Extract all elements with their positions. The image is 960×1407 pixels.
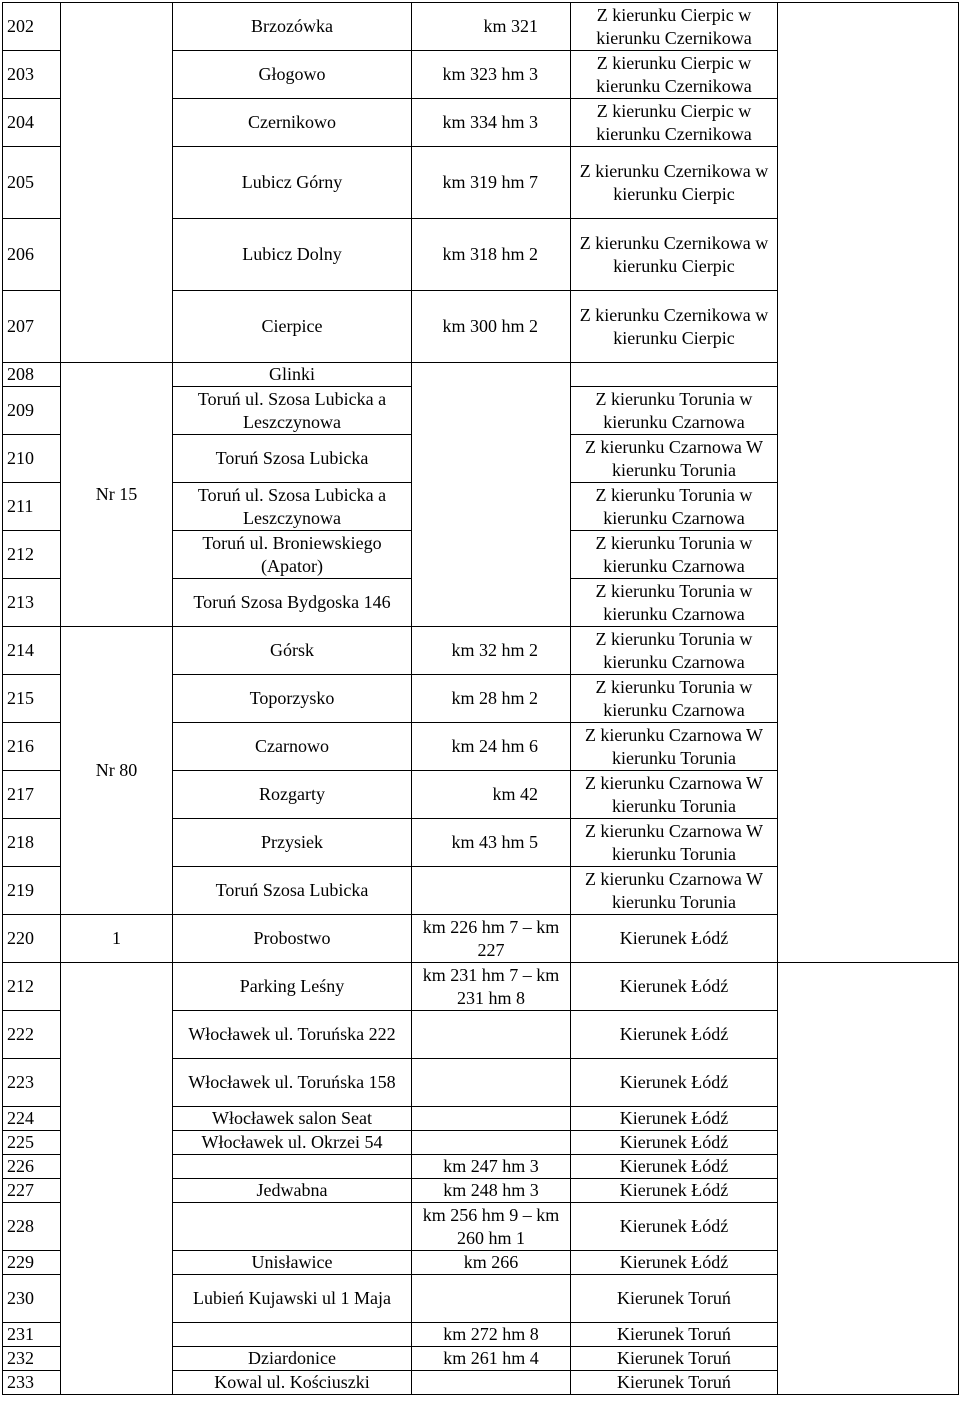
direction-cell: Kierunek Łódź <box>571 963 778 1011</box>
table-row <box>3 963 959 1011</box>
direction-cell: Kierunek Toruń <box>571 1347 778 1371</box>
place-cell: Dziardonice <box>173 1347 412 1371</box>
km-cell: km 261 hm 4 <box>412 1347 571 1371</box>
km-cell: km 247 hm 3 <box>412 1155 571 1179</box>
place-cell: Lubień Kujawski ul 1 Maja <box>173 1275 412 1323</box>
place-cell: Górsk <box>173 627 412 675</box>
locations-table <box>2 2 959 1395</box>
place-cell: Włocławek salon Seat <box>173 1107 412 1131</box>
km-cell: km 248 hm 3 <box>412 1179 571 1203</box>
direction-cell: Kierunek Łódź <box>571 1131 778 1155</box>
row-number: 211 <box>3 483 61 531</box>
place-cell: Glinki <box>173 363 412 387</box>
direction-cell: Z kierunku Torunia w kierunku Czarnowa <box>571 387 778 435</box>
direction-cell: Z kierunku Czarnowa W kierunku Torunia <box>571 819 778 867</box>
place-cell: Włocławek ul. Okrzei 54 <box>173 1131 412 1155</box>
direction-cell: Z kierunku Cierpic w kierunku Czernikowa <box>571 3 778 51</box>
direction-cell: Z kierunku Cierpic w kierunku Czernikowa <box>571 99 778 147</box>
km-cell <box>412 363 571 627</box>
direction-cell: Kierunek Łódź <box>571 1155 778 1179</box>
direction-cell: Z kierunku Torunia w kierunku Czarnowa <box>571 675 778 723</box>
km-cell <box>412 1371 571 1395</box>
direction-cell: Z kierunku Czarnowa W kierunku Torunia <box>571 435 778 483</box>
row-number: 202 <box>3 3 61 51</box>
row-number: 213 <box>3 579 61 627</box>
direction-cell: Z kierunku Czernikowa w kierunku Cierpic <box>571 147 778 219</box>
place-cell <box>173 1203 412 1251</box>
row-number: 228 <box>3 1203 61 1251</box>
direction-cell: Kierunek Łódź <box>571 1179 778 1203</box>
km-cell: km 226 hm 7 – km 227 <box>412 915 571 963</box>
place-cell: Kowal ul. Kościuszki <box>173 1371 412 1395</box>
row-number: 204 <box>3 99 61 147</box>
row-number: 223 <box>3 1059 61 1107</box>
place-cell: Czarnowo <box>173 723 412 771</box>
place-cell: Jedwabna <box>173 1179 412 1203</box>
row-number: 230 <box>3 1275 61 1323</box>
row-number: 222 <box>3 1011 61 1059</box>
place-cell: Cierpice <box>173 291 412 363</box>
unit-cell <box>778 963 959 1395</box>
row-number: 225 <box>3 1131 61 1155</box>
row-number: 210 <box>3 435 61 483</box>
direction-cell: Z kierunku Czarnowa W kierunku Torunia <box>571 771 778 819</box>
row-number: 216 <box>3 723 61 771</box>
km-cell: km 24 hm 6 <box>412 723 571 771</box>
place-cell: Toruń ul. Szosa Lubicka a Leszczynowa <box>173 483 412 531</box>
direction-cell: Kierunek Toruń <box>571 1323 778 1347</box>
direction-cell: Kierunek Toruń <box>571 1371 778 1395</box>
row-number: 227 <box>3 1179 61 1203</box>
place-cell: Toruń ul. Szosa Lubicka a Leszczynowa <box>173 387 412 435</box>
km-cell: km 32 hm 2 <box>412 627 571 675</box>
direction-cell: Kierunek Łódź <box>571 915 778 963</box>
row-number: 232 <box>3 1347 61 1371</box>
km-cell <box>412 1275 571 1323</box>
km-cell: km 318 hm 2 <box>412 219 571 291</box>
row-number: 209 <box>3 387 61 435</box>
row-number: 215 <box>3 675 61 723</box>
km-cell: km 321 <box>412 3 571 51</box>
km-cell: km 300 hm 2 <box>412 291 571 363</box>
place-cell: Probostwo <box>173 915 412 963</box>
row-number: 217 <box>3 771 61 819</box>
row-number: 203 <box>3 51 61 99</box>
row-number: 212 <box>3 531 61 579</box>
place-cell: Unisławice <box>173 1251 412 1275</box>
place-cell: Toruń Szosa Bydgoska 146 <box>173 579 412 627</box>
km-cell <box>412 1011 571 1059</box>
direction-cell: Kierunek Łódź <box>571 1059 778 1107</box>
place-cell: Czernikowo <box>173 99 412 147</box>
place-cell: Toruń Szosa Lubicka <box>173 867 412 915</box>
place-cell <box>173 1155 412 1179</box>
road-cell <box>61 963 173 1395</box>
row-number: 229 <box>3 1251 61 1275</box>
km-cell: km 256 hm 9 – km 260 hm 1 <box>412 1203 571 1251</box>
row-number: 220 <box>3 915 61 963</box>
km-cell <box>412 1107 571 1131</box>
road-number-cell: Nr 15 <box>61 363 173 627</box>
direction-cell: Z kierunku Czernikowa w kierunku Cierpic <box>571 219 778 291</box>
row-number: 231 <box>3 1323 61 1347</box>
direction-cell: Z kierunku Torunia w kierunku Czarnowa <box>571 627 778 675</box>
place-cell: Włocławek ul. Toruńska 158 <box>173 1059 412 1107</box>
place-cell: Parking Leśny <box>173 963 412 1011</box>
row-number: 214 <box>3 627 61 675</box>
road-cell <box>61 3 173 363</box>
row-number: 205 <box>3 147 61 219</box>
row-number: 224 <box>3 1107 61 1131</box>
row-number: 208 <box>3 363 61 387</box>
km-cell: km 231 hm 7 – km 231 hm 8 <box>412 963 571 1011</box>
row-number: 218 <box>3 819 61 867</box>
place-cell: Włocławek ul. Toruńska 222 <box>173 1011 412 1059</box>
km-cell: km 272 hm 8 <box>412 1323 571 1347</box>
place-cell: Toporzysko <box>173 675 412 723</box>
km-cell <box>412 1131 571 1155</box>
place-cell: Toruń ul. Broniewskiego (Apator) <box>173 531 412 579</box>
place-cell: Lubicz Dolny <box>173 219 412 291</box>
row-number: 212 <box>3 963 61 1011</box>
row-number: 207 <box>3 291 61 363</box>
row-number: 226 <box>3 1155 61 1179</box>
direction-cell: Kierunek Łódź <box>571 1251 778 1275</box>
direction-cell: Z kierunku Torunia w kierunku Czarnowa <box>571 531 778 579</box>
direction-cell: Z kierunku Torunia w kierunku Czarnowa <box>571 579 778 627</box>
direction-cell: Z kierunku Czernikowa w kierunku Cierpic <box>571 291 778 363</box>
place-cell: Brzozówka <box>173 3 412 51</box>
place-cell: Głogowo <box>173 51 412 99</box>
km-cell: km 266 <box>412 1251 571 1275</box>
road-number-cell: Nr 80 <box>61 627 173 915</box>
place-cell <box>173 1323 412 1347</box>
place-cell: Przysiek <box>173 819 412 867</box>
direction-cell: Kierunek Łódź <box>571 1107 778 1131</box>
km-cell: km 323 hm 3 <box>412 51 571 99</box>
place-cell: Rozgarty <box>173 771 412 819</box>
table-row <box>3 3 959 51</box>
direction-cell: Z kierunku Torunia w kierunku Czarnowa <box>571 483 778 531</box>
direction-cell: Z kierunku Cierpic w kierunku Czernikowa <box>571 51 778 99</box>
place-cell: Toruń Szosa Lubicka <box>173 435 412 483</box>
km-cell: km 28 hm 2 <box>412 675 571 723</box>
direction-cell: Kierunek Łódź <box>571 1203 778 1251</box>
row-number: 233 <box>3 1371 61 1395</box>
unit-cell <box>778 3 959 963</box>
place-cell: Lubicz Górny <box>173 147 412 219</box>
km-cell <box>412 867 571 915</box>
direction-cell <box>571 363 778 387</box>
row-number: 219 <box>3 867 61 915</box>
km-cell <box>412 1059 571 1107</box>
km-cell: km 334 hm 3 <box>412 99 571 147</box>
km-cell: km 43 hm 5 <box>412 819 571 867</box>
km-cell: km 42 <box>412 771 571 819</box>
km-cell: km 319 hm 7 <box>412 147 571 219</box>
road-number-cell: 1 <box>61 915 173 963</box>
direction-cell: Z kierunku Czarnowa W kierunku Torunia <box>571 867 778 915</box>
direction-cell: Kierunek Toruń <box>571 1275 778 1323</box>
direction-cell: Z kierunku Czarnowa W kierunku Torunia <box>571 723 778 771</box>
direction-cell: Kierunek Łódź <box>571 1011 778 1059</box>
row-number: 206 <box>3 219 61 291</box>
